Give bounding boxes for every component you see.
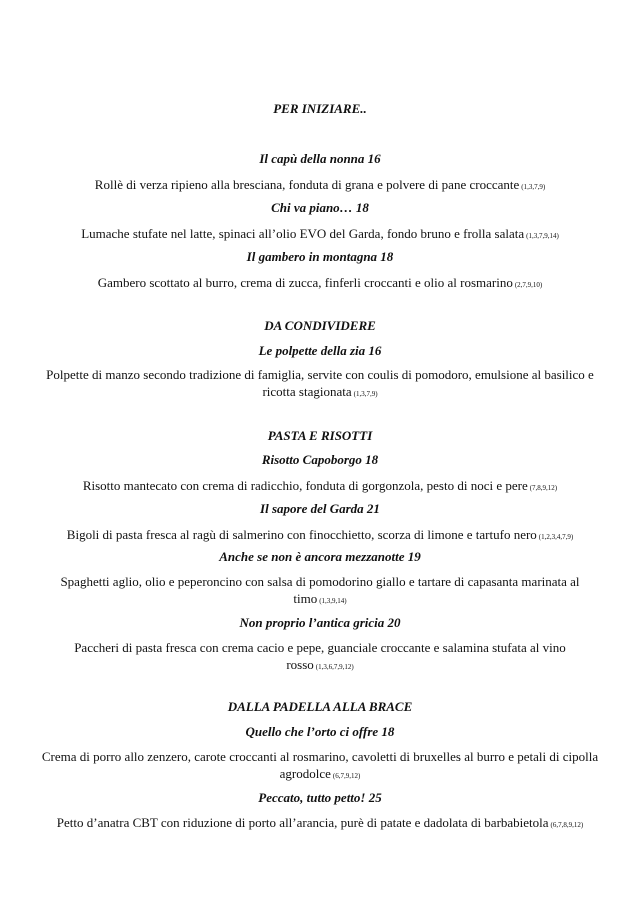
dish-description [40, 225, 600, 245]
dish-name: Le polpette della zia 16 [258, 343, 382, 358]
dish-name: Non proprio l’antica gricia 20 [239, 615, 401, 630]
dish-name: Il gambero in montagna 18 [246, 249, 394, 264]
dish-description [40, 748, 600, 785]
section-title-da-condividere: DA CONDIVIDERE [264, 318, 376, 333]
dish-allergens: (6,7,9,12) [332, 772, 361, 780]
dish-allergens: (1,3,9,14) [319, 597, 347, 605]
dish-name: Risotto Capoborgo 18 [261, 452, 379, 467]
dish-description-text: Lumache stufate nel latte, spinaci all’olio EVO del Garda, fondo bruno e frolla salata [81, 226, 525, 241]
dish-allergens: (1,3,7,9) [521, 183, 546, 191]
dish-description [40, 573, 600, 610]
dish-description-text: Paccheri di pasta fresca con crema cacio e pepe, guanciale croccante e salamina stufata al vino rosso [74, 640, 566, 672]
dish-description [40, 526, 600, 546]
section-title-dalla-padella-alla-brace: DALLA PADELLA ALLA BRACE [227, 699, 413, 714]
dish-description-text: Risotto mantecato con crema di radicchio, fonduta di gorgonzola, pesto di noci e pere [82, 478, 528, 493]
dish-name: Il sapore del Garda 21 [260, 501, 380, 516]
dish-description [40, 274, 600, 294]
dish-allergens: (7,8,9,12) [529, 484, 558, 492]
dish-description-text: Bigoli di pasta fresca al ragù di salmerino con finocchietto, scorza di limone e tartufo nero [66, 527, 537, 542]
section-title-per-iniziare: PER INIZIARE.. [273, 101, 367, 116]
dish-description-text: Polpette di manzo secondo tradizione di famiglia, servite con coulis di pomodoro, emulsione al basilico e ricotta stagionata [46, 367, 594, 399]
dish-allergens: (1,2,3,4,7,9) [538, 533, 574, 541]
dish-name: Anche se non è ancora mezzanotte 19 [219, 549, 421, 564]
dish-description [40, 814, 600, 834]
dish-description-text: Rollè di verza ripieno alla bresciana, fonduta di grana e polvere di pane croccante [94, 177, 520, 192]
dish-name: Quello che l’orto ci offre 18 [245, 724, 395, 739]
dish-description-text: Gambero scottato al burro, crema di zucca, finferli croccanti e olio al rosmarino [97, 275, 513, 290]
dish-description-text: Crema di porro allo zenzero, carote croccanti al rosmarino, cavoletti di bruxelles al burro e petali di cipolla agrodolce [41, 749, 599, 781]
dish-name: Il capù della nonna 16 [259, 151, 381, 166]
dish-description-text: Petto d’anatra CBT con riduzione di porto all’arancia, purè di patate e dadolata di barbabietola [56, 815, 549, 830]
dish-description [40, 176, 600, 196]
dish-description [40, 639, 600, 676]
dish-name: Peccato, tutto petto! 25 [258, 790, 382, 805]
dish-description [40, 366, 600, 403]
dish-allergens: (1,3,7,9,14) [526, 232, 559, 240]
dish-allergens: (1,3,6,7,9,12) [315, 663, 354, 671]
dish-description-text: Spaghetti aglio, olio e peperoncino con salsa di pomodorino giallo e tartare di capasanta marinata al timo [60, 574, 580, 606]
dish-description [40, 477, 600, 497]
dish-allergens: (1,3,7,9) [353, 390, 378, 398]
dish-allergens: (6,7,8,9,12) [550, 821, 584, 829]
dish-name: Chi va piano… 18 [271, 200, 369, 215]
section-title-pasta-e-risotti: PASTA E RISOTTI [267, 428, 373, 443]
dish-allergens: (2,7,9,10) [514, 281, 543, 289]
